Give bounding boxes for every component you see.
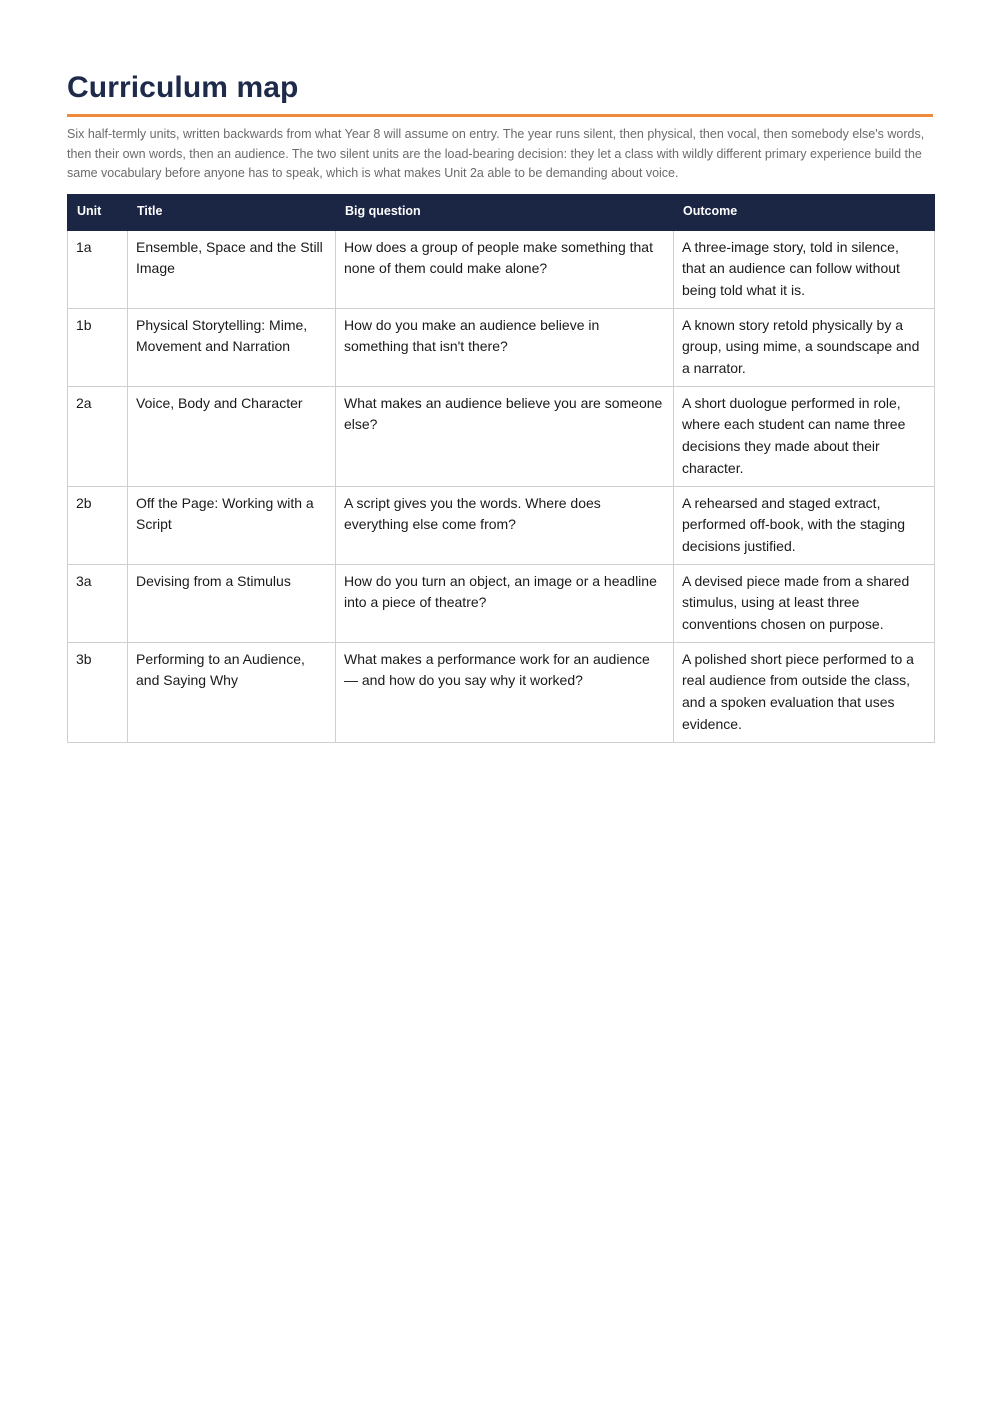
- outcome-cell: A short duologue performed in role, where each student can name three decisions they made about their character.: [674, 386, 935, 486]
- big-question-cell: How does a group of people make something that none of them could make alone?: [336, 230, 674, 308]
- title-cell: Voice, Body and Character: [128, 386, 336, 486]
- table-row: [68, 486, 935, 564]
- table-header-row: [68, 194, 935, 230]
- unit-cell: 3a: [68, 564, 128, 642]
- title-cell: Ensemble, Space and the Still Image: [128, 230, 336, 308]
- unit-cell: 2b: [68, 486, 128, 564]
- title-underline: [67, 114, 933, 117]
- column-header-outcome: Outcome: [674, 194, 935, 230]
- outcome-cell: A devised piece made from a shared stimulus, using at least three conventions chosen on purpose.: [674, 564, 935, 642]
- title-cell: Off the Page: Working with a Script: [128, 486, 336, 564]
- column-header-big-question: Big question: [336, 194, 674, 230]
- unit-cell: 1a: [68, 230, 128, 308]
- table-row: [68, 564, 935, 642]
- column-header-title: Title: [128, 194, 336, 230]
- title-cell: Devising from a Stimulus: [128, 564, 336, 642]
- outcome-cell: A rehearsed and staged extract, performed off-book, with the staging decisions justified.: [674, 486, 935, 564]
- big-question-cell: How do you make an audience believe in something that isn't there?: [336, 308, 674, 386]
- table-header: [68, 194, 935, 230]
- big-question-cell: What makes an audience believe you are someone else?: [336, 386, 674, 486]
- table-body: [68, 230, 935, 742]
- unit-cell: 3b: [68, 642, 128, 742]
- table-row: [68, 230, 935, 308]
- intro-paragraph: Six half-termly units, written backwards from what Year 8 will assume on entry. The year runs silent, then physical, then vocal, then somebody else's words, then their own words, then an audience. The two silent units are the load-bearing decision: they let a class with wildly different primary experience build the same vocabulary before anyone has to speak, which is what makes Unit 2a able to be demanding about voice.: [67, 127, 925, 180]
- outcome-cell: A three-image story, told in silence, that an audience can follow without being told what it is.: [674, 230, 935, 308]
- unit-cell: 1b: [68, 308, 128, 386]
- outcome-cell: A known story retold physically by a group, using mime, a soundscape and a narrator.: [674, 308, 935, 386]
- big-question-cell: What makes a performance work for an audience — and how do you say why it worked?: [336, 642, 674, 742]
- table-row: [68, 642, 935, 742]
- outcome-cell: A polished short piece performed to a real audience from outside the class, and a spoken evaluation that uses evidence.: [674, 642, 935, 742]
- table-row: [68, 386, 935, 486]
- title-cell: Performing to an Audience, and Saying Why: [128, 642, 336, 742]
- page-title: Curriculum map: [67, 71, 299, 104]
- big-question-cell: How do you turn an object, an image or a headline into a piece of theatre?: [336, 564, 674, 642]
- curriculum-table: [67, 194, 935, 743]
- table-row: [68, 308, 935, 386]
- title-cell: Physical Storytelling: Mime, Movement and Narration: [128, 308, 336, 386]
- big-question-cell: A script gives you the words. Where does everything else come from?: [336, 486, 674, 564]
- column-header-unit: Unit: [68, 194, 128, 230]
- unit-cell: 2a: [68, 386, 128, 486]
